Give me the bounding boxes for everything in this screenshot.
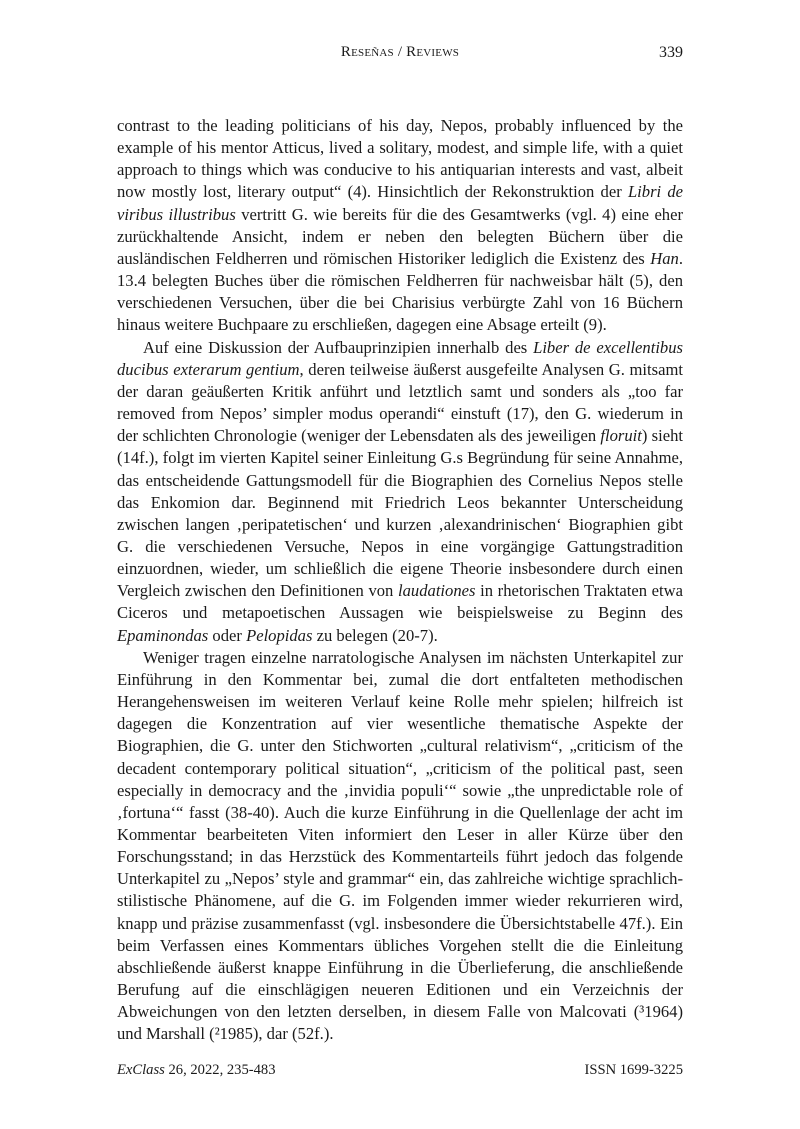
text-run: Weniger tragen einzelne narratologische Analysen im nächsten Unterkapitel zur Einführung in den Kommentar bei, zumal die dort entfalteten methodischen Herangehensweisen im weiteren Verlauf keine Rolle mehr spielen; hilfreich ist dagegen die Konzentration auf vier wesentliche thematische Aspekte der Biographien, die G. unter den Stichworten „cultural relativism“, „criticism of the decadent contemporary political situation“, „criticism of the political past, seen especially in democracy and the ‚invidia populi‘“ sowie „the unpredictable role of ‚fortuna‘“ fasst (38-40). Auch die kurze Einführung in die Quellenlage der acht im Kommentar bearbeiteten Viten informiert den Leser in aller Kürze über den Forschungsstand; in das Herzstück des Kommentarteils führt jedoch das folgende Unterkapitel zu „Nepos’ style and grammar“ ein, das zahlreiche wichtige sprachlich-stilistische Phänomene, auf die G. im Folgenden immer wieder rekurrieren wird, knapp und präzise zusammenfasst (vgl. insbesondere die Übersichtstabelle 47f.). Ein beim Verfassen eines Kommentars übliches Vorgehen stellt die die Einleitung abschließende äußerst knappe Einführung in die Überlieferung, die anschließende Berufung auf die einschlägigen neueren Editionen und ein Verzeichnis der Abweichungen von den letzten derselben, in diesem Falle von Malcovati (³1964) und Marshall (²1985), dar (52f.).	[117, 647, 683, 1044]
body-text	[117, 115, 683, 1046]
italic-title: Liber de excellentibus ducibus exterarum gentium	[117, 337, 683, 379]
journal-volume: 26, 2022, 235-483	[164, 1062, 276, 1078]
paragraph	[117, 115, 683, 337]
text-run: ) sieht (14f.), folgt im vierten Kapitel seiner Einleitung G.s Begründung für seine Annahme, das entscheidende Gattungsmodell für die Biographien des Cornelius Nepos stelle das Enkomion dar. Beginnend mit Friedrich Leos bekannter Unterscheidung zwischen langen ‚peripatetischen‘ und kurzen ‚alexandrinischen‘ Biographien gibt G. die verschiedenen Versuche, Nepos in eine vorgängige Gattungstradition einzuordnen, wieder, um schließlich die eigene Theorie insbesondere durch einen Vergleich zwischen den Definitionen von	[117, 426, 684, 601]
italic-title: Libri de viribus illustribus	[117, 182, 684, 224]
text-run: oder	[208, 625, 247, 645]
text-run: vertritt G. wie bereits für die des Gesamtwerks (vgl. 4) eine eher zurückhaltende Ansicht, indem er neben den belegten Büchern über die ausländischen Feldherren und römischen Historiker lediglich die Existenz des	[117, 204, 683, 268]
running-title: Reseñas / Reviews	[340, 44, 460, 60]
italic-title: floruit	[600, 426, 642, 446]
journal-citation	[117, 1062, 276, 1079]
text-run: zu belegen (20-7).	[312, 625, 438, 645]
italic-title: Pelopidas	[246, 625, 313, 645]
text-run: in rhetorischen Traktaten etwa Ciceros und metapoetischen Aussagen wie beispielsweise zu Beginn des	[117, 581, 683, 623]
text-run: Auf eine Diskussion der Aufbauprinzipien innerhalb des	[143, 337, 534, 357]
text-run: contrast to the leading politicians of his day, Nepos, probably influenced by the example of his mentor Atticus, lived a solitary, modest, and simple life, with a quiet approach to things which was conducive to his antiquarian interests and vast, albeit now mostly lost, literary output“ (4). Hinsichtlich der Rekonstruktion der	[117, 116, 683, 202]
text-run: , deren teilweise äußerst ausgefeilte Analysen G. mitsamt der daran geäußerten Kritik anführt und letztlich samt und sonders als „too far removed from Nepos’ simpler modus operandi“ einstuft (17), den G. wiederum in der schlichten Chronologie (weniger der Lebensdaten als des jeweiligen	[117, 359, 683, 446]
page-number: 339	[659, 44, 683, 61]
italic-title: Han	[650, 248, 679, 268]
paragraph	[117, 647, 683, 1046]
journal-title: ExClass	[117, 1062, 165, 1078]
paragraph	[117, 337, 683, 647]
italic-title: laudationes	[398, 581, 476, 601]
italic-title: Epaminondas	[117, 625, 209, 645]
text-run: . 13.4 belegten Buches über die römischen Feldherren für nachweisbar hält (5), den verschiedenen Versuchen, über die bei Charisius verbürgte Zahl von 16 Büchern hinaus weitere Buchpaare zu erschließen, dagegen eine Absage erteilt (9).	[117, 248, 683, 335]
issn: ISSN 1699-3225	[584, 1062, 683, 1078]
page-header	[117, 44, 683, 66]
